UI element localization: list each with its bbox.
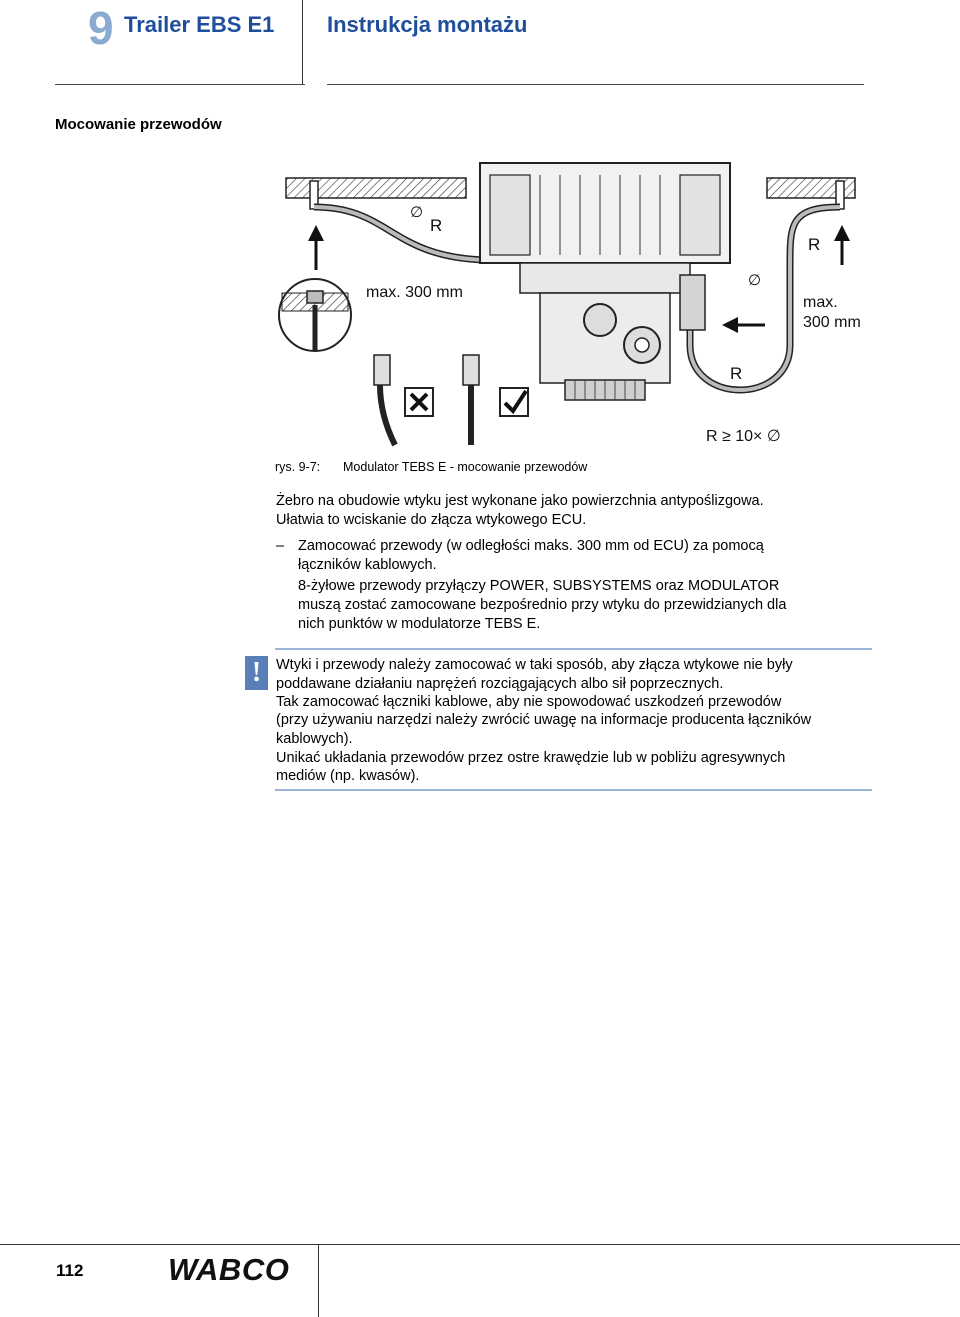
radius-label-bottom-right: R: [730, 364, 743, 383]
radius-label-top-right: R: [808, 235, 821, 254]
intro-line-1: Żebro na obudowie wtyku jest wykonane jako powierzchnia antypoślizgowa.: [276, 493, 764, 509]
section-title: Mocowanie przewodów: [55, 116, 222, 133]
note-rule-bottom: [275, 789, 872, 791]
note-line-3: Tak zamocować łączniki kablowe, aby nie spowodować uszkodzeń przewodów: [276, 694, 782, 710]
footer-rule: [0, 1244, 960, 1245]
manual-title: Instrukcja montażu: [327, 12, 528, 37]
note-rule-top: [275, 648, 872, 650]
note-line-5: kablowych).: [276, 731, 353, 747]
note-line-4: (przy używaniu narzędzi należy zwrócić uwagę na informacje producenta łączników: [276, 712, 812, 728]
bullet-dash: –: [276, 538, 285, 554]
intro-line-2: Ułatwia to wciskanie do złącza wtykowego ECU.: [276, 512, 587, 528]
max-distance-right-1: max.: [803, 294, 838, 311]
warning-icon: !: [245, 656, 268, 690]
note-line-1: Wtyki i przewody należy zamocować w taki sposób, aby złącza wtykowe nie były: [276, 657, 793, 673]
cable-mounting-diagram: [270, 145, 870, 450]
diameter-label-left: ∅: [410, 204, 424, 221]
arrow-up-right-icon: [834, 225, 850, 265]
footer-divider: [318, 1244, 319, 1317]
bullet-1-line-2: łączników kablowych.: [298, 557, 437, 573]
header-rule-right: [327, 84, 864, 85]
radius-rule-label: R ≥ 10× ∅: [706, 428, 781, 445]
header-divider-vertical: [302, 0, 303, 84]
bullet-1-line-1: Zamocować przewody (w odległości maks. 300 mm od ECU) za pomocą: [298, 538, 764, 554]
figure-number: rys. 9-7:: [275, 460, 321, 474]
cable-tie-detail: [279, 279, 351, 351]
page-number: 112: [56, 1261, 84, 1280]
product-title: Trailer EBS E1: [124, 12, 275, 37]
max-distance-right-2: 300 mm: [803, 314, 861, 331]
radius-label-left: R: [430, 216, 443, 235]
diameter-label-right: ∅: [748, 272, 762, 289]
arrow-up-left-icon: [308, 225, 324, 270]
figure-caption: Modulator TEBS E - mocowanie przewodów: [343, 460, 588, 474]
note-line-2: poddawane działaniu naprężeń rozciągających albo sił poprzecznych.: [276, 676, 724, 692]
bullet-2-line-1: 8-żyłowe przewody przyłączy POWER, SUBSYSTEMS oraz MODULATOR: [298, 578, 780, 594]
bullet-2-line-2: muszą zostać zamocowane bezpośrednio przy wtyku do przewidzianych dla: [298, 597, 787, 613]
arrow-left-icon: [722, 317, 765, 333]
note-line-7: mediów (np. kwasów).: [276, 768, 420, 784]
connector-correct: [463, 355, 528, 445]
note-line-6: Unikać układania przewodów przez ostre krawędzie lub w pobliżu agresywnych: [276, 750, 786, 766]
chapter-number: 9: [88, 2, 114, 54]
connector-wrong: [374, 355, 433, 445]
max-distance-left: max. 300 mm: [366, 284, 463, 301]
header-rule-left: [55, 84, 305, 85]
cable-left: [314, 207, 485, 260]
bullet-2-line-3: nich punktów w modulatorze TEBS E.: [298, 616, 541, 632]
wabco-logo: WABCO: [168, 1252, 290, 1287]
